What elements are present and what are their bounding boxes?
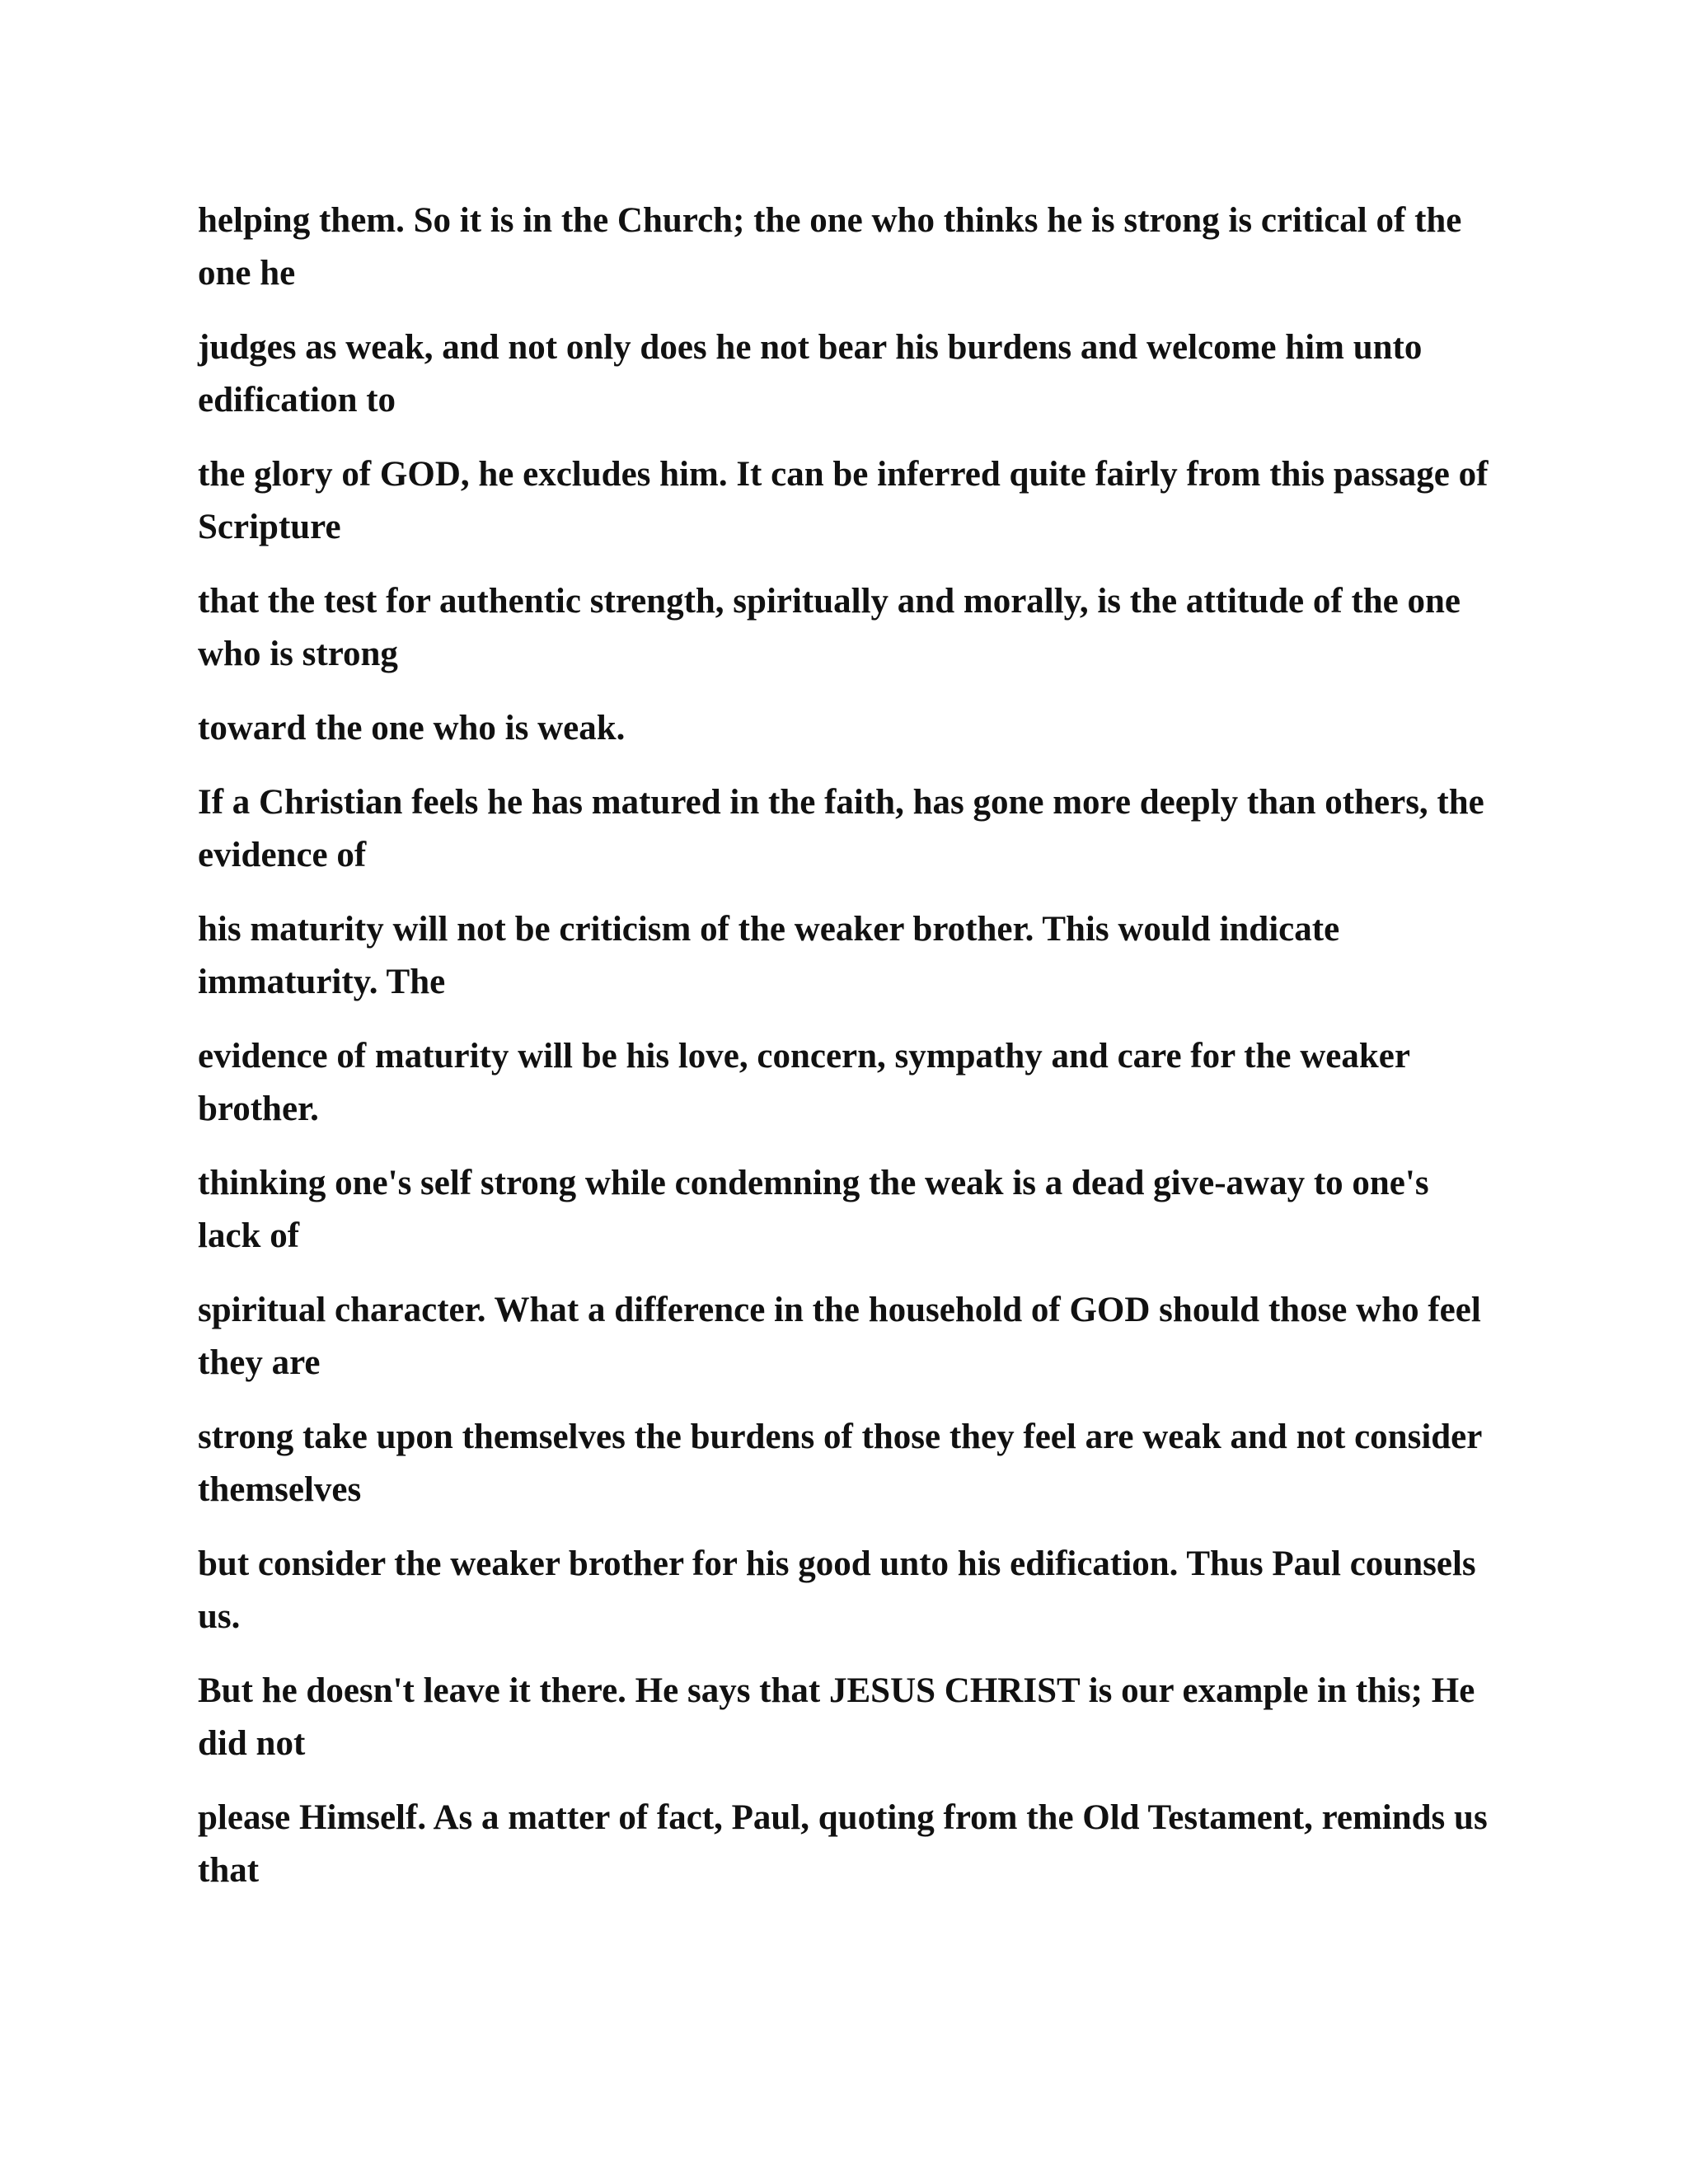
paragraph: helping them. So it is in the Church; the one who thinks he is strong is critical of the one he (198, 201, 1462, 293)
paragraph: If a Christian feels he has matured in the faith, has gone more deeply than others, the evidence of (198, 783, 1484, 874)
paragraph: evidence of maturity will be his love, concern, sympathy and care for the weaker brother. (198, 1037, 1410, 1128)
paragraph: But he doesn't leave it there. He says that JESUS CHRIST is our example in this; He did not (198, 1671, 1475, 1763)
paragraph: thinking one's self strong while condemning the weak is a dead give-away to one's lack of (198, 1164, 1429, 1255)
paragraph: strong take upon themselves the burdens of those they feel are weak and not consider themselves (198, 1418, 1482, 1509)
paragraph: spiritual character. What a difference in the household of GOD should those who feel they are (198, 1291, 1481, 1382)
paragraph: judges as weak, and not only does he not bear his burdens and welcome him unto edification to (198, 328, 1423, 419)
document-body (198, 194, 1500, 1919)
paragraph: please Himself. As a matter of fact, Paul, quoting from the Old Testament, reminds us that (198, 1798, 1488, 1890)
paragraph: toward the one who is weak. (198, 709, 626, 748)
paragraph: the glory of GOD, he excludes him. It can be inferred quite fairly from this passage of Scripture (198, 455, 1489, 546)
paragraph: that the test for authentic strength, spiritually and morally, is the attitude of the one who is strong (198, 582, 1461, 673)
paragraph: his maturity will not be criticism of the weaker brother. This would indicate immaturity. The (198, 910, 1340, 1001)
paragraph: but consider the weaker brother for his good unto his edification. Thus Paul counsels us. (198, 1544, 1476, 1636)
